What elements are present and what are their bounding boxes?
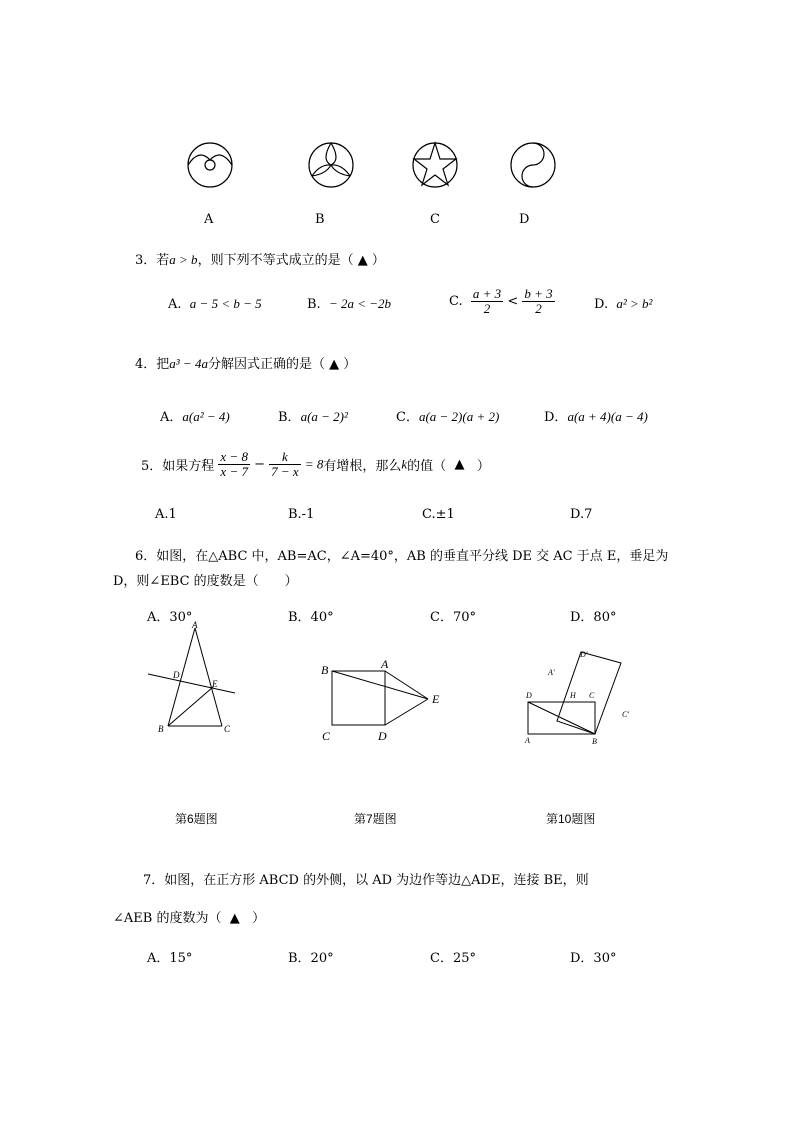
fig6-label-b: B (158, 724, 164, 734)
q3-option-c-letter: C. (449, 294, 463, 309)
q3-stem2: ，则下列不等式成立的是（ (197, 253, 354, 268)
q3-condition: a > b (169, 252, 198, 267)
figure-10 (520, 645, 640, 750)
q6-option-b: B．40° (288, 610, 334, 625)
q5-option-d: D.7 (570, 507, 593, 522)
q4-option-a-letter: A． (160, 410, 183, 425)
q3-option-d-expr: a² > b² (616, 296, 653, 311)
figure-label-a: A (204, 212, 214, 227)
fig7-label-b: B (321, 663, 329, 677)
q3-option-a-letter: A. (168, 297, 182, 312)
q4-option-b-letter: B． (278, 410, 301, 425)
q5-stem: 5．如果方程 (141, 459, 215, 474)
answer-mark: ▲ (229, 911, 240, 926)
q3-option-c-fraction-1: $\frac{a + 3}{2}$ (472, 286, 502, 316)
q3-option-a (168, 296, 262, 312)
q7-option-a: A．15° (147, 951, 193, 966)
fig7-label-d: D (378, 729, 387, 743)
q4-option-a (160, 406, 230, 425)
q4-option-c-letter: C． (396, 410, 419, 425)
answer-mark: ▲ (329, 357, 340, 372)
q5-fraction-1: $\frac{x - 8}{x - 7}$ (220, 449, 248, 479)
q4-polynomial: a³ − 4a (169, 356, 208, 371)
fig10-label-b: B (592, 737, 597, 746)
question-4-stem (135, 353, 356, 372)
q6-option-c: C．70° (430, 610, 476, 625)
q6-option-a: A．30° (147, 610, 193, 625)
q3-option-d (594, 296, 652, 312)
q7-option-c: C．25° (430, 951, 476, 966)
question-6-line-2: D，则∠EBC 的度数是（ ） (113, 574, 298, 589)
fig10-label-c: C (589, 691, 595, 700)
figure-label-c: C (430, 212, 440, 227)
fig10-label-d-prime: D' (580, 650, 588, 659)
q4-option-c (396, 406, 499, 425)
caption-figure-7: 第7题图 (354, 812, 397, 826)
q4-stem2: 分解因式正确的是（ (207, 357, 325, 372)
q7-option-b: B．20° (288, 951, 334, 966)
q5-stem2: 有增根，那么 (323, 459, 402, 474)
caption-figure-10: 第10题图 (546, 812, 596, 826)
q5-end: ） (476, 459, 490, 474)
q5-option-c: C.±1 (422, 507, 455, 522)
fig7-label-c: C (322, 729, 331, 743)
question-3-stem (135, 249, 385, 268)
fig10-label-a: A (525, 736, 530, 745)
q4-stem: 4．把 (135, 357, 170, 372)
q5-minus: − (254, 457, 266, 472)
fig6-label-d: D (173, 670, 180, 680)
q3-option-c (449, 287, 555, 316)
q3-option-d-letter: D. (594, 297, 609, 312)
q4-option-c-expr: a(a − 2)(a + 2) (418, 409, 500, 424)
q4-option-b-expr: a(a − 2)² (300, 409, 348, 424)
q7-option-d: D．30° (570, 951, 617, 966)
q4-option-a-expr: a(a² − 4) (182, 409, 230, 424)
q3-stem: 3．若 (135, 253, 170, 268)
fig6-label-e: E (212, 679, 218, 689)
q5-stem3: 的值（ (407, 459, 447, 474)
answer-mark: ▲ (357, 253, 368, 268)
fig7-label-e: E (432, 692, 440, 706)
figure-6 (140, 620, 250, 740)
figure-d (508, 140, 558, 190)
q4-option-d-letter: D． (544, 410, 568, 425)
figure-7 (318, 655, 448, 745)
question-5-stem (141, 450, 490, 479)
q3-option-a-expr: a − 5 < b − 5 (189, 296, 262, 311)
q5-option-b: B.-1 (288, 507, 315, 522)
fig6-label-a: A (192, 620, 198, 630)
q4-option-d-expr: a(a + 4)(a − 4) (567, 409, 648, 424)
q3-option-c-relation: < (507, 294, 519, 309)
q3-option-b-expr: − 2a < −2b (328, 296, 392, 311)
q4-end: ） (343, 357, 357, 372)
q4-option-b (278, 406, 348, 425)
q3-option-b-letter: B. (307, 297, 321, 312)
fig10-label-d: D (526, 691, 532, 700)
caption-figure-6: 第6题图 (175, 812, 218, 826)
q5-variable: k (401, 456, 408, 472)
q3-option-c-fraction-2: $\frac{b + 3}{2}$ (524, 286, 553, 316)
question-7-line-1: 7．如图，在正方形 ABCD 的外侧，以 AD 为边作等边△ADE，连接 BE，则 (143, 873, 589, 888)
fig10-label-a-prime: A' (548, 668, 555, 677)
q7-line-2-text: ∠AEB 的度数为（ (113, 911, 222, 926)
q6-option-d: D．80° (570, 610, 617, 625)
q7-end: ） (252, 911, 266, 926)
q5-equals: = 8 (304, 456, 324, 472)
figure-label-d: D (519, 212, 530, 227)
question-7-line-2 (113, 907, 265, 926)
q5-option-a: A.1 (155, 507, 177, 522)
figure-label-b: B (315, 212, 325, 227)
fig6-label-c: C (224, 724, 231, 734)
fig10-label-h: H (570, 691, 576, 700)
q3-end: ） (371, 253, 385, 268)
figure-b (306, 140, 356, 190)
figure-a (185, 140, 235, 190)
q5-fraction-2: $\frac{k}{7 - x}$ (271, 449, 299, 479)
question-6-line-1: 6．如图，在△ABC 中，AB=AC，∠A=40°，AB 的垂直平分线 DE 交 AC 于点 E，垂足为 (135, 549, 669, 564)
answer-mark: ▲ (454, 457, 465, 472)
q4-option-d (544, 406, 648, 425)
q3-option-b (307, 296, 391, 312)
fig10-label-c-prime: C' (622, 710, 630, 719)
figure-c (410, 140, 460, 190)
fig7-label-a: A (381, 657, 389, 671)
